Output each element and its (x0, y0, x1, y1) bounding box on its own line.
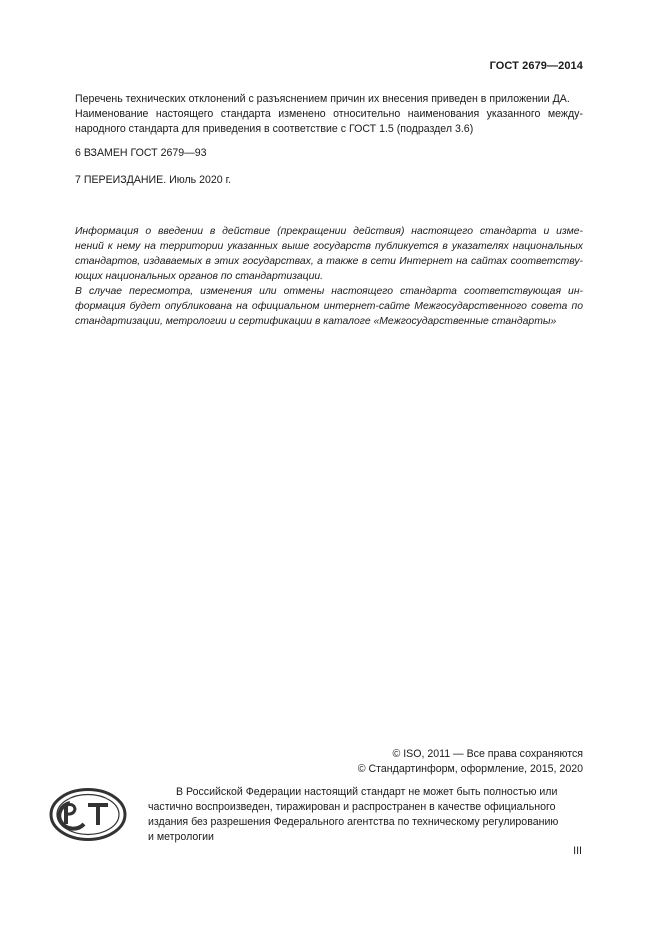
info-line: В случае пересмотра, изменения или отмены настоящего стандарта соответствующая ин- (75, 286, 583, 297)
copyright-iso: © ISO, 2011 — Все права сохраняются (392, 748, 583, 760)
info-line: стандартизации, метрологии и сертификации в каталоге «Межгосударственные стандарты» (75, 316, 557, 327)
info-line: формация будет опубликована на официальном интернет-сайте Межгосударственного совета по (75, 301, 583, 312)
notice-line: В Российской Федерации настоящий стандарт не может быть полностью или (176, 786, 558, 798)
info-line: нений к нему на территории указанных выше государств публикуется в указателях национальных (75, 241, 583, 252)
notice-line: издания без разрешения Федерального агентства по техническому регулированию (148, 816, 559, 828)
copyright-standartinform: © Стандартинформ, оформление, 2015, 2020 (357, 763, 583, 775)
intro-line: народного стандарта для приведения в соответствие с ГОСТ 1.5 (подраздел 3.6) (75, 123, 474, 135)
notice-line: частично воспроизведен, тиражирован и распространен в качестве официального (148, 801, 556, 813)
page-number: III (573, 845, 582, 857)
intro-line: Перечень технических отклонений с разъяснением причин их внесения приведен в приложении ДА. (75, 93, 570, 105)
info-line: Информация о введении в действие (прекращении действия) настоящего стандарта и изме- (75, 226, 583, 237)
info-line: стандартов, издаваемых в этих государствах, а также в сети Интернет на сайтах соответству- (75, 256, 583, 267)
copyright-block (358, 747, 583, 777)
item-6 (75, 146, 583, 161)
intro-paragraph (75, 92, 583, 137)
item-7 (75, 173, 583, 188)
item-6-text: 6 ВЗАМЕН ГОСТ 2679—93 (75, 147, 207, 159)
reproduction-notice (148, 785, 583, 845)
info-line: ющих национальных органов по стандартизации. (75, 271, 324, 282)
item-7-text: 7 ПЕРЕИЗДАНИЕ. Июль 2020 г. (75, 174, 232, 186)
rst-certification-mark-icon (48, 787, 128, 842)
info-block (75, 224, 583, 329)
standard-code: ГОСТ 2679—2014 (489, 60, 583, 72)
intro-line: Наименование настоящего стандарта изменено относительно наименования указанного между- (75, 108, 583, 120)
notice-line: и метрологии (148, 831, 214, 843)
